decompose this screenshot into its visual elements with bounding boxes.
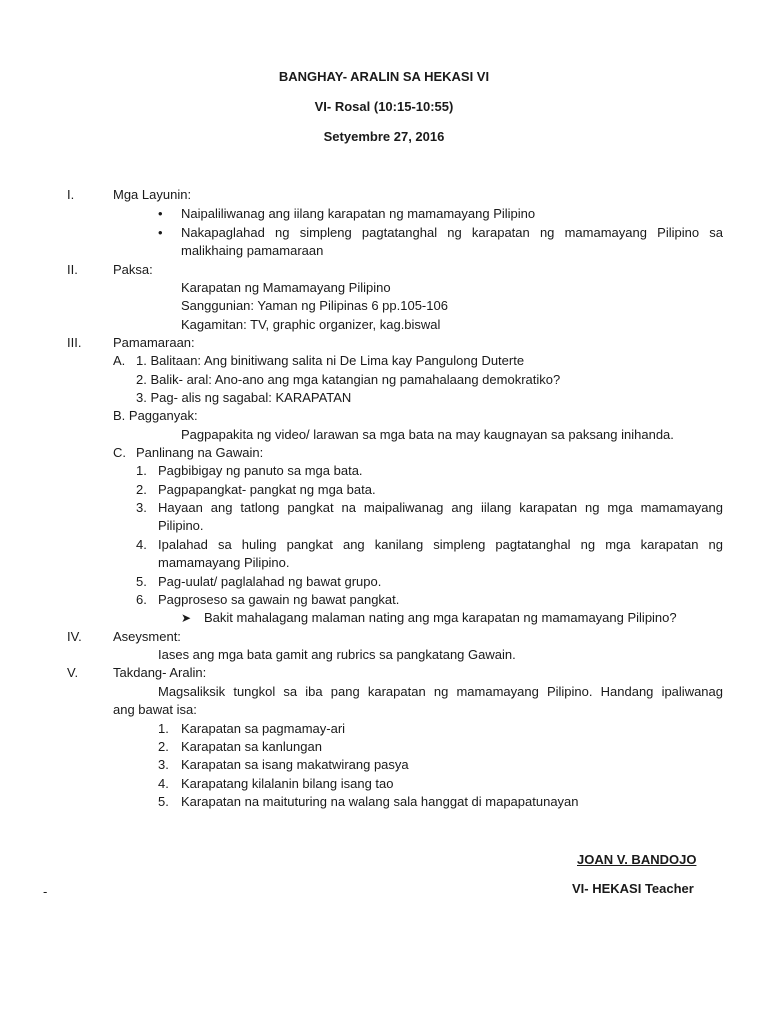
part-c-item-2: Pagpapangkat- pangkat ng mga bata. (158, 482, 376, 497)
teacher-role: VI- HEKASI Teacher (572, 881, 694, 896)
part-a-item-3: 3. Pag- alis ng sagabal: KARAPATAN (136, 390, 352, 405)
list-number: 5. (158, 794, 169, 809)
section-5-number: V. (67, 665, 79, 680)
assignment-text-line1: Magsaliksik tungkol sa iba pang karapatan ng mamamayang Pilipino. Handang ipaliwanag (158, 684, 723, 699)
list-number: 1. (136, 463, 147, 478)
part-c-item-3-line1: Hayaan ang tatlong pangkat na maipaliwanag ang iilang karapatan ng mga mamamayang (158, 500, 723, 515)
assignment-text-line2: ang bawat isa: (113, 702, 197, 717)
assignment-item-1: Karapatan sa pagmamay-ari (181, 721, 346, 736)
section-3-title: Pamamaraan: (113, 335, 195, 350)
part-c-item-6-sub: Bakit mahalagang malaman nating ang mga karapatan ng mamamayang Pilipino? (204, 610, 677, 625)
part-c-item-4-line2: mamamayang Pilipino. (158, 555, 290, 570)
part-c-item-4-line1: Ipalahad sa huling pangkat ang kanilang simpleng pagtatanghal ng mga karapatan ng (158, 537, 723, 552)
list-number: 2. (158, 739, 169, 754)
list-number: 1. (158, 721, 169, 736)
part-c-item-5: Pag-uulat/ paglalahad ng bawat grupo. (158, 574, 382, 589)
objective-2-line1: Nakapaglahad ng simpleng pagtatanghal ng karapatan ng mamamayang Pilipino sa (181, 225, 723, 240)
list-number: 5. (136, 574, 147, 589)
part-c-label: C. (113, 445, 126, 460)
part-a-item-2: 2. Balik- aral: Ano-ano ang mga katangian ng pamahalaang demokratiko? (136, 372, 561, 387)
part-a-label: A. (113, 353, 126, 368)
part-b-text: Pagpapakita ng video/ larawan sa mga bata na may kaugnayan sa paksang inihanda. (181, 427, 674, 442)
list-number: 3. (158, 757, 169, 772)
doc-date: Setyembre 27, 2016 (323, 129, 445, 144)
part-c-title: Panlinang na Gawain: (136, 445, 264, 460)
section-5-title: Takdang- Aralin: (113, 665, 207, 680)
footer-mark: - (43, 884, 48, 899)
assignment-item-3: Karapatan sa isang makatwirang pasya (181, 757, 409, 772)
arrow-bullet-icon: ➤ (181, 611, 192, 625)
subject-reference: Sanggunian: Yaman ng Pilipinas 6 pp.105-106 (181, 298, 448, 313)
list-number: 6. (136, 592, 147, 607)
bullet-icon: • (158, 225, 163, 240)
section-1-title: Mga Layunin: (113, 187, 192, 202)
section-3-number: III. (67, 335, 82, 350)
assessment-text: Iases ang mga bata gamit ang rubrics sa pangkatang Gawain. (158, 647, 516, 662)
list-number: 3. (136, 500, 147, 515)
objective-2-line2: malikhaing pamamaraan (181, 243, 324, 258)
part-b-label: B. Pagganyak: (113, 408, 198, 423)
part-c-item-1: Pagbibigay ng panuto sa mga bata. (158, 463, 363, 478)
assignment-item-4: Karapatang kilalanin bilang isang tao (181, 776, 394, 791)
section-1-number: I. (67, 187, 75, 202)
part-a-item-1: 1. Balitaan: Ang binitiwang salita ni De Lima kay Pangulong Duterte (136, 353, 525, 368)
list-number: 4. (136, 537, 147, 552)
list-number: 4. (158, 776, 169, 791)
part-c-item-3-line2: Pilipino. (158, 518, 204, 533)
subject-materials: Kagamitan: TV, graphic organizer, kag.biswal (181, 317, 441, 332)
assignment-item-5: Karapatan na maituturing na walang sala hanggat di mapapatunayan (181, 794, 579, 809)
doc-title: BANGHAY- ARALIN SA HEKASI VI (278, 69, 490, 84)
section-4-number: IV. (67, 629, 82, 644)
list-number: 2. (136, 482, 147, 497)
bullet-icon: • (158, 206, 163, 221)
teacher-name: JOAN V. BANDOJO (577, 852, 697, 867)
part-c-item-6: Pagproseso sa gawain ng bawat pangkat. (158, 592, 400, 607)
subject-topic: Karapatan ng Mamamayang Pilipino (181, 280, 391, 295)
doc-section: VI- Rosal (10:15-10:55) (314, 99, 454, 114)
section-4-title: Aseysment: (113, 629, 181, 644)
assignment-item-2: Karapatan sa kanlungan (181, 739, 322, 754)
section-2-title: Paksa: (113, 262, 153, 277)
objective-1: Naipaliliwanag ang iilang karapatan ng mamamayang Pilipino (181, 206, 536, 221)
section-2-number: II. (67, 262, 78, 277)
